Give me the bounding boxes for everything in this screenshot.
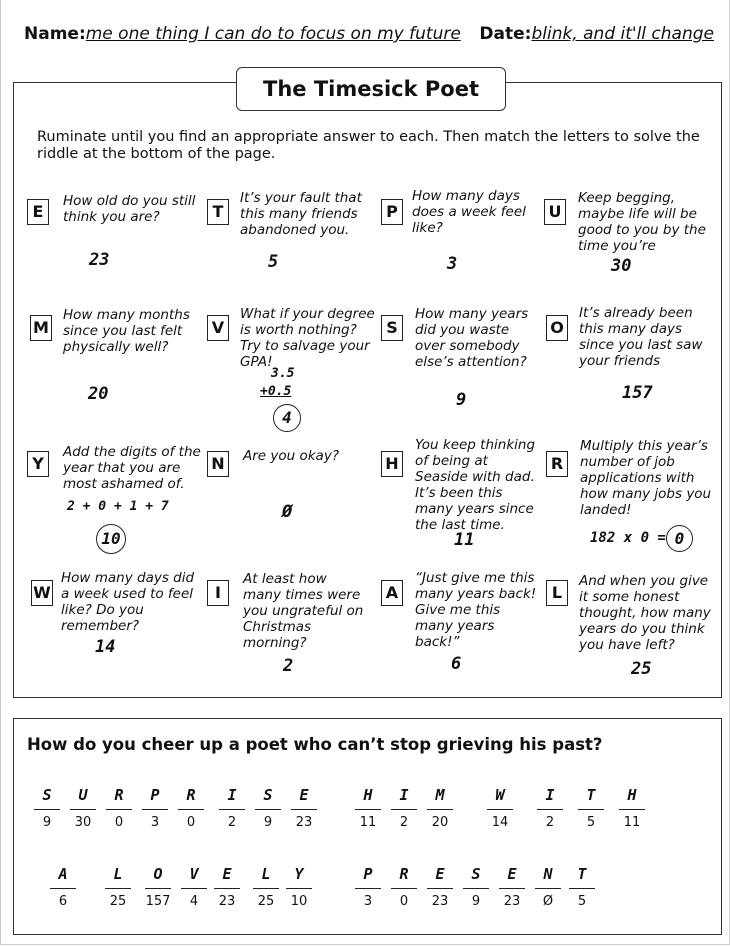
riddle-cell: [487, 786, 513, 830]
answer-l: 25: [631, 659, 652, 679]
name-label: Name:: [24, 24, 86, 44]
riddle-cell-letter: S: [255, 786, 281, 810]
riddle-cell-letter: I: [537, 786, 563, 810]
answer-v: 4: [273, 404, 301, 432]
riddle-cell-number: 9: [42, 815, 52, 830]
riddle-cell-number: 6: [58, 894, 68, 909]
riddle-cell-letter: E: [499, 865, 525, 889]
work-y: 2 + 0 + 1 + 7: [67, 499, 169, 514]
riddle-cell-number: 0: [399, 894, 409, 909]
answer-a: 6: [451, 654, 462, 674]
riddle-cell: [70, 786, 96, 830]
riddle-cell: [537, 786, 563, 830]
question-v: What if your degree is worth nothing? Try to salvage your GPA!: [240, 306, 375, 370]
riddle-cell: [569, 865, 595, 909]
riddle-cell-letter: I: [391, 786, 417, 810]
letter-box-v: V: [207, 315, 229, 341]
riddle-cell-letter: T: [569, 865, 595, 889]
riddle-cell: [50, 865, 76, 909]
answer-p: 3: [447, 254, 458, 274]
riddle-cell-letter: L: [253, 865, 279, 889]
riddle-cell: [619, 786, 645, 830]
work-r: 182 x 0 =: [590, 530, 666, 546]
riddle-cell: [105, 865, 131, 909]
answer-n: Ø: [282, 502, 293, 522]
riddle-cell-number: 11: [623, 815, 641, 830]
letter-box-s: S: [381, 315, 403, 341]
question-p: How many days does a week feel like?: [412, 188, 526, 236]
instructions: Ruminate until you find an appropriate answer to each. Then match the letters to solve the riddle at the bottom of the page.: [37, 129, 700, 162]
answer-h: 11: [454, 530, 475, 550]
riddle-cell-letter: R: [106, 786, 132, 810]
answer-o: 157: [622, 383, 653, 403]
riddle-cell-letter: W: [487, 786, 513, 810]
riddle-cell-number: 2: [399, 815, 409, 830]
riddle-cell: [255, 786, 281, 830]
riddle-cell: [427, 865, 453, 909]
question-y: Add the digits of the year that you are most ashamed of.: [63, 444, 201, 492]
letter-box-h: H: [381, 451, 403, 477]
letter-box-r: R: [546, 451, 568, 477]
letter-box-m: M: [30, 315, 52, 341]
riddle-cell: [499, 865, 525, 909]
name-value: me one thing I can do to focus on my future: [85, 24, 461, 44]
riddle-cell-letter: T: [578, 786, 604, 810]
riddle-cell: [253, 865, 279, 909]
riddle-cell: [214, 865, 240, 909]
answer-t: 5: [268, 252, 279, 272]
riddle-cell: [219, 786, 245, 830]
riddle-cell-letter: E: [427, 865, 453, 889]
riddle-cell: [178, 786, 204, 830]
riddle-cell-number: 23: [503, 894, 521, 909]
riddle-cell: [535, 865, 561, 909]
answer-i: 2: [283, 656, 294, 676]
riddle-cell-letter: H: [619, 786, 645, 810]
answer-y: 10: [96, 524, 126, 554]
letter-box-u: U: [544, 199, 566, 225]
riddle-cell-number: 23: [218, 894, 236, 909]
riddle-cell-number: 30: [74, 815, 92, 830]
riddle-cell-number: 5: [577, 894, 587, 909]
riddle-cell-number: 0: [114, 815, 124, 830]
riddle-cell-letter: Y: [286, 865, 312, 889]
riddle-cell-letter: P: [142, 786, 168, 810]
riddle-cell-letter: S: [34, 786, 60, 810]
riddle-cell-number: 2: [545, 815, 555, 830]
letter-box-l: L: [546, 580, 568, 606]
riddle-cell-letter: H: [355, 786, 381, 810]
riddle-cell-number: 4: [189, 894, 199, 909]
riddle-cell-letter: R: [391, 865, 417, 889]
riddle-cell-letter: A: [50, 865, 76, 889]
work-v-line1: 3.5: [271, 366, 295, 381]
riddle-cell: [391, 786, 417, 830]
letter-box-e: E: [27, 199, 49, 225]
riddle-cell-letter: I: [219, 786, 245, 810]
question-s: How many years did you waste over somebody else’s attention?: [415, 306, 529, 370]
question-n: Are you okay?: [243, 448, 339, 464]
riddle-cell: [145, 865, 171, 909]
riddle-cell-letter: S: [463, 865, 489, 889]
riddle-cell-number: 23: [295, 815, 313, 830]
riddle-cell-letter: U: [70, 786, 96, 810]
riddle-cell-letter: P: [355, 865, 381, 889]
question-u: Keep begging, maybe life will be good to you by the time you’re: [578, 190, 706, 254]
question-i: At least how many times were you ungrateful on Christmas morning?: [243, 571, 364, 651]
riddle-cell-number: 5: [586, 815, 596, 830]
date-value: blink, and it'll change: [531, 24, 714, 44]
question-t: It’s your fault that this many friends abandoned you.: [240, 190, 362, 238]
answer-w: 14: [95, 637, 116, 657]
riddle-cell: [355, 865, 381, 909]
question-a: “Just give me this many years back! Give me this many years back!”: [415, 570, 537, 650]
riddle-cell: [34, 786, 60, 830]
letter-box-w: W: [31, 580, 53, 606]
riddle-question: How do you cheer up a poet who can’t stop grieving his past?: [27, 735, 603, 754]
letter-box-t: T: [207, 199, 229, 225]
date-label: Date:: [479, 24, 532, 44]
riddle-cell: [291, 786, 317, 830]
riddle-cell-letter: L: [105, 865, 131, 889]
answer-r: 0: [666, 525, 693, 552]
name-row: [24, 24, 461, 44]
riddle-cell-letter: E: [214, 865, 240, 889]
letter-box-o: O: [546, 315, 568, 341]
riddle-cell-number: 20: [431, 815, 449, 830]
riddle-cell: [463, 865, 489, 909]
riddle-cell: [286, 865, 312, 909]
question-l: And when you give it some honest thought, how many years do you think you have left?: [579, 573, 711, 653]
riddle-cell: [578, 786, 604, 830]
date-row: [479, 24, 714, 44]
question-h: You keep thinking of being at Seaside with dad. It’s been this many years since the last time.: [415, 437, 536, 533]
riddle-cell-number: 3: [363, 894, 373, 909]
riddle-cell-letter: N: [535, 865, 561, 889]
letter-box-y: Y: [27, 451, 49, 477]
riddle-cell-number: Ø: [542, 894, 554, 909]
worksheet-title: The Timesick Poet: [236, 67, 506, 111]
work-v-line2: +0.5: [260, 384, 292, 399]
riddle-cell-letter: R: [178, 786, 204, 810]
riddle-cell: [106, 786, 132, 830]
riddle-cell-number: 0: [186, 815, 196, 830]
question-r: Multiply this year’s number of job applications with how many jobs you landed!: [580, 438, 712, 518]
riddle-cell-number: 14: [491, 815, 509, 830]
answer-m: 20: [88, 384, 109, 404]
riddle-cell-letter: V: [181, 865, 207, 889]
riddle-cell-letter: O: [145, 865, 171, 889]
riddle-cell: [391, 865, 417, 909]
riddle-cell-number: 25: [257, 894, 275, 909]
riddle-cell-number: 9: [263, 815, 273, 830]
answer-s: 9: [456, 390, 467, 410]
answer-e: 23: [89, 250, 110, 270]
riddle-cell-number: 11: [359, 815, 377, 830]
letter-box-a: A: [381, 580, 403, 606]
riddle-cell-number: 3: [150, 815, 160, 830]
riddle-cell-letter: E: [291, 786, 317, 810]
riddle-cell-number: 157: [145, 894, 171, 909]
riddle-cell-number: 9: [471, 894, 481, 909]
question-m: How many months since you last felt physically well?: [63, 307, 190, 355]
riddle-cell-number: 10: [290, 894, 308, 909]
riddle-cell-number: 23: [431, 894, 449, 909]
riddle-cell: [142, 786, 168, 830]
riddle-cell: [181, 865, 207, 909]
answer-u: 30: [611, 256, 632, 276]
letter-box-n: N: [207, 451, 229, 477]
question-w: How many days did a week used to feel like? Do you remember?: [61, 570, 195, 634]
question-o: It’s already been this many days since you last saw your friends: [579, 305, 703, 369]
riddle-cell-number: 2: [227, 815, 237, 830]
riddle-cell: [355, 786, 381, 830]
question-e: How old do you still think you are?: [63, 193, 196, 225]
riddle-cell-number: 25: [109, 894, 127, 909]
letter-box-p: P: [381, 199, 403, 225]
riddle-cell-letter: M: [427, 786, 453, 810]
letter-box-i: I: [207, 580, 229, 606]
riddle-cell: [427, 786, 453, 830]
